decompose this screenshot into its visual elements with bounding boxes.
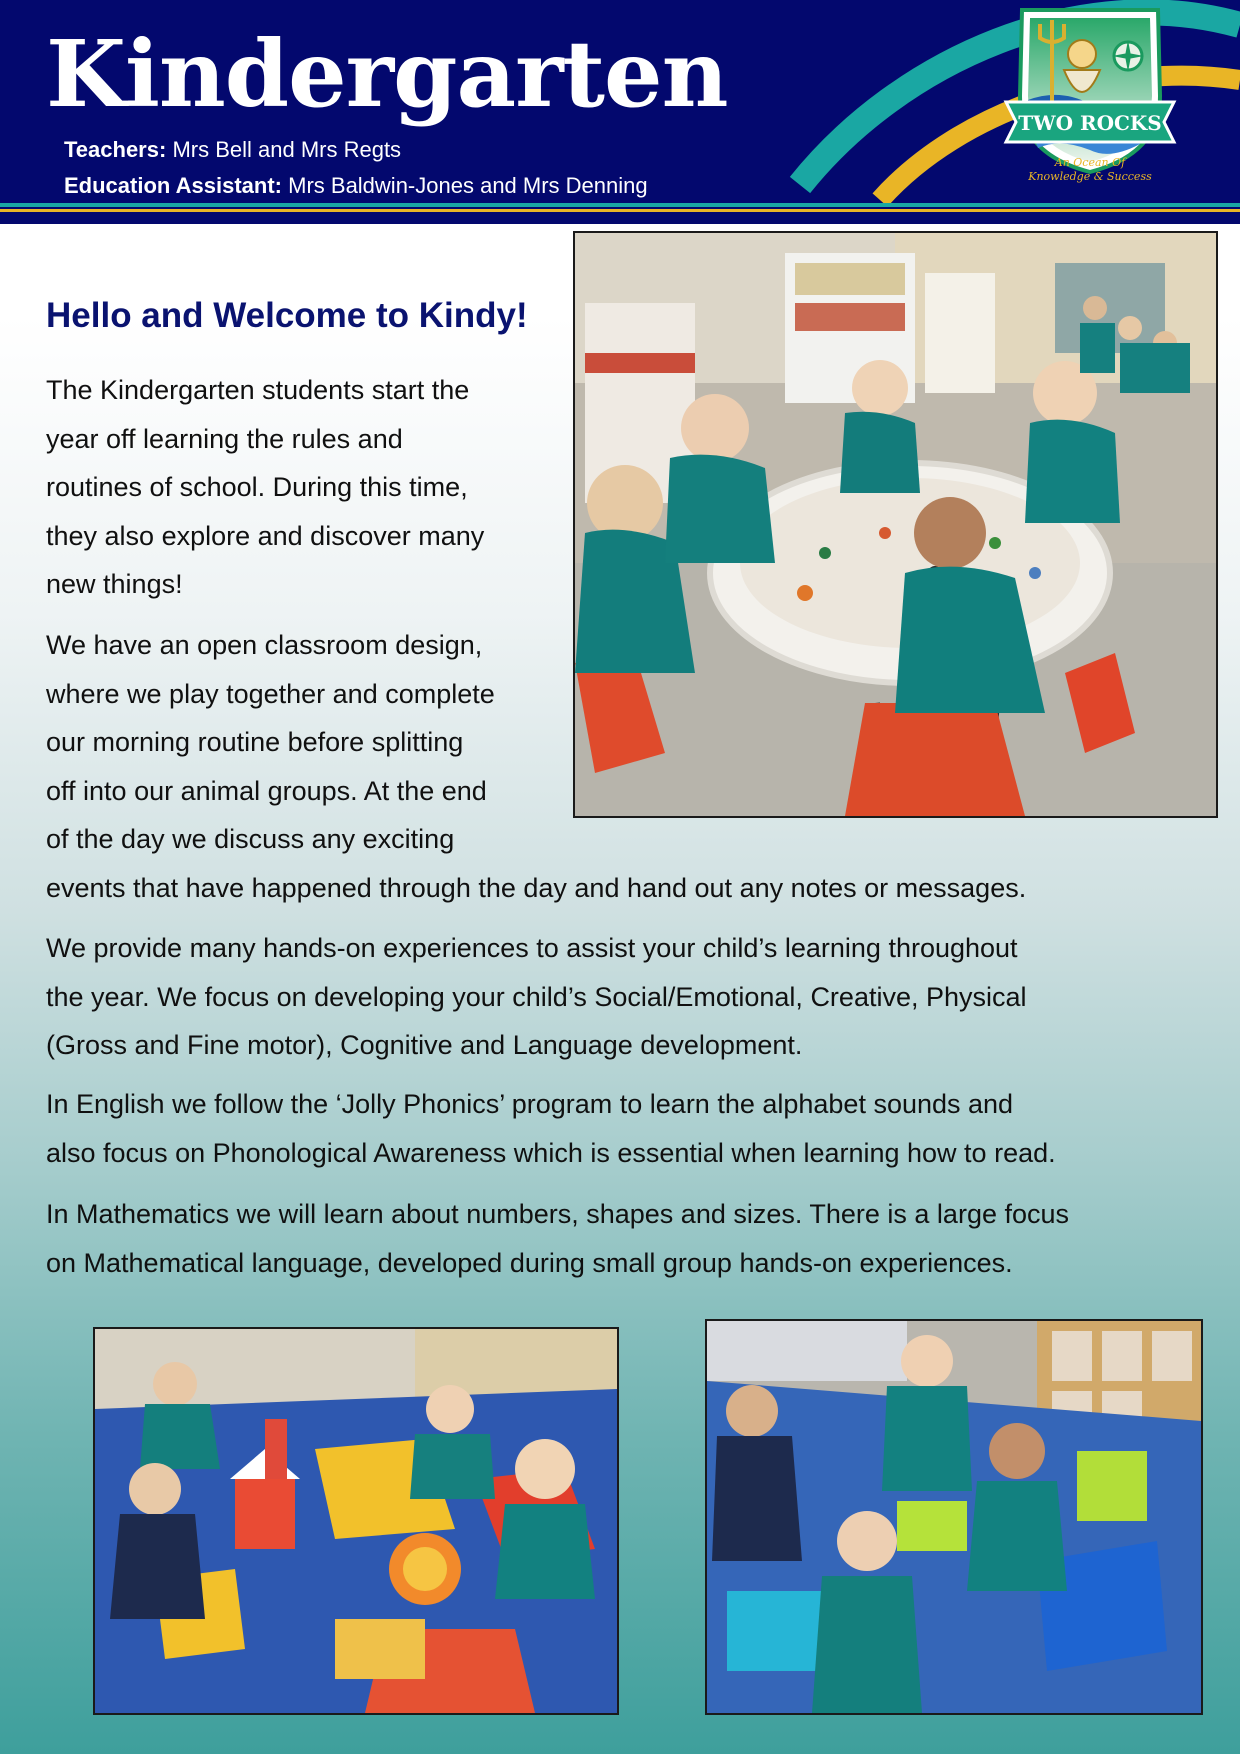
education-assistant-value: Mrs Baldwin-Jones and Mrs Denning bbox=[288, 173, 648, 198]
classroom-line: our morning routine before splitting bbox=[46, 727, 464, 757]
intro-line: The Kindergarten students start the bbox=[46, 375, 470, 405]
english-line: also focus on Phonological Awareness which is essential when learning how to read. bbox=[46, 1137, 1056, 1168]
classroom-line: of the day we discuss any exciting bbox=[46, 824, 455, 854]
page-title: Kindergarten bbox=[46, 20, 728, 128]
teachers-value: Mrs Bell and Mrs Regts bbox=[172, 137, 402, 162]
experiences-line: (Gross and Fine motor), Cognitive and Language development. bbox=[46, 1030, 803, 1060]
intro-line: new things! bbox=[46, 569, 183, 599]
experiences-line: the year. We focus on developing your child’s Social/Emotional, Creative, Physical bbox=[46, 981, 1027, 1012]
teachers-line bbox=[64, 135, 401, 165]
header-gold-stripe bbox=[0, 209, 1240, 212]
intro-line: they also explore and discover many bbox=[46, 520, 485, 551]
english-line: In English we follow the ‘Jolly Phonics’ program to learn the alphabet sounds and bbox=[46, 1089, 1014, 1119]
crest-name: TWO ROCKS bbox=[1018, 111, 1162, 135]
mathematics-line: In Mathematics we will learn about numbers, shapes and sizes. There is a large focus bbox=[46, 1199, 1070, 1229]
mathematics-line: on Mathematical language, developed during small group hands-on experiences. bbox=[46, 1247, 1013, 1278]
intro-paragraph bbox=[46, 366, 484, 609]
floor-play-photo bbox=[93, 1327, 619, 1715]
education-assistant-label: Education Assistant: bbox=[64, 173, 282, 198]
experiences-line: We provide many hands-on experiences to assist your child’s learning throughout bbox=[46, 933, 1018, 963]
experiences-paragraph bbox=[46, 924, 1027, 1070]
crest-motto-2: Knowledge & Success bbox=[1028, 170, 1152, 183]
crest-motto-1: An Ocean Of bbox=[1054, 156, 1126, 169]
school-crest-logo bbox=[1000, 4, 1180, 204]
classroom-paragraph bbox=[46, 621, 1026, 912]
page-header bbox=[0, 0, 1240, 224]
intro-line: year off learning the rules and bbox=[46, 423, 403, 454]
classroom-line: We have an open classroom design, bbox=[46, 630, 483, 660]
education-assistant-line bbox=[64, 171, 648, 201]
classroom-line: events that have happened through the day and hand out any notes or messages. bbox=[46, 872, 1027, 903]
classroom-line: off into our animal groups. At the end bbox=[46, 775, 487, 806]
welcome-heading: Hello and Welcome to Kindy! bbox=[46, 296, 528, 335]
classroom-line: where we play together and complete bbox=[46, 678, 495, 709]
fine-motor-photo bbox=[705, 1319, 1203, 1715]
teachers-label: Teachers: bbox=[64, 137, 167, 162]
mathematics-paragraph bbox=[46, 1190, 1069, 1287]
english-paragraph bbox=[46, 1080, 1056, 1177]
intro-line: routines of school. During this time, bbox=[46, 472, 468, 502]
